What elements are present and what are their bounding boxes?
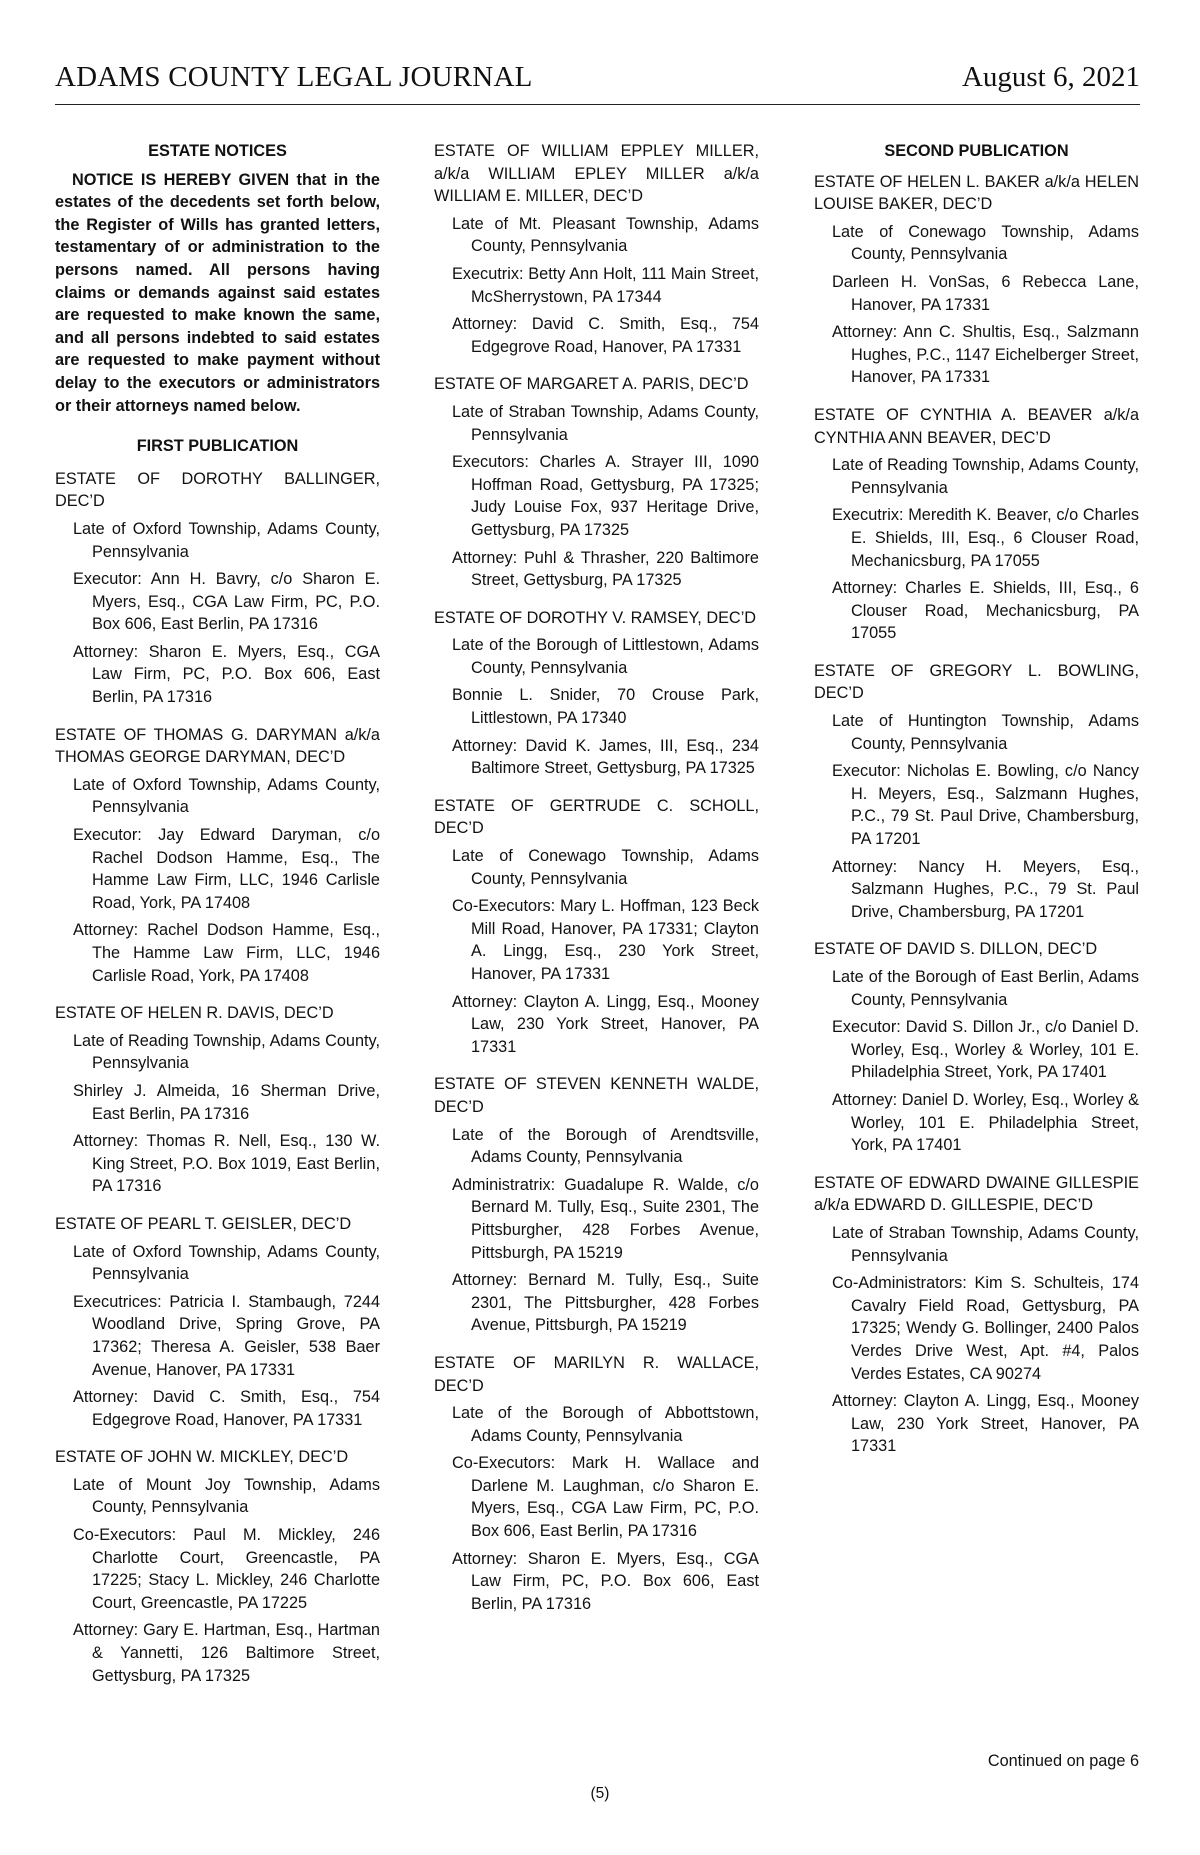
estate-title: ESTATE OF DOROTHY V. RAMSEY, DEC’D	[434, 608, 757, 627]
estate-detail: Attorney: Ann C. Shultis, Esq., Salzmann Hughes, P.C., 1147 Eichelberger Street, Hanover, PA 17331	[832, 323, 1139, 387]
estate-detail: Attorney: Charles E. Shields, III, Esq., 6 Clouser Road, Mechanicsburg, PA 17055	[832, 579, 1139, 643]
estate-title: ESTATE OF GREGORY L. BOWLING, DEC’D	[814, 661, 1139, 703]
estate-title: ESTATE OF HELEN R. DAVIS, DEC’D	[55, 1004, 334, 1023]
estate-notice	[814, 660, 1139, 924]
estate-detail: Late of Reading Township, Adams County, Pennsylvania	[73, 1031, 380, 1073]
estate-detail: Executor: Ann H. Bavry, c/o Sharon E. Myers, Esq., CGA Law Firm, PC, P.O. Box 606, East Berlin, PA 17316	[73, 570, 380, 634]
estate-notice	[434, 795, 759, 1059]
estate-detail: Late of Straban Township, Adams County, Pennsylvania	[452, 402, 759, 444]
estate-notice	[55, 1446, 380, 1687]
estate-detail: Bonnie L. Snider, 70 Crouse Park, Littlestown, PA 17340	[452, 686, 759, 728]
estate-title: ESTATE OF DOROTHY BALLINGER, DEC’D	[55, 469, 380, 511]
estate-notice	[814, 404, 1139, 645]
estate-detail: Co-Executors: Paul M. Mickley, 246 Charlotte Court, Greencastle, PA 17225; Stacy L. Mickley, 246 Charlotte Court, Greencastle, PA 17225	[73, 1526, 380, 1612]
estate-detail: Darleen H. VonSas, 6 Rebecca Lane, Hanover, PA 17331	[832, 272, 1139, 314]
estate-notice	[814, 938, 1139, 1156]
estate-detail: Co-Executors: Mark H. Wallace and Darlene M. Laughman, c/o Sharon E. Myers, Esq., CGA Law Firm, PC, P.O. Box 606, East Berlin, PA 17316	[452, 1454, 759, 1541]
estate-detail: Attorney: Nancy H. Meyers, Esq., Salzmann Hughes, P.C., 79 St. Paul Drive, Chambersburg, PA 17201	[832, 857, 1139, 921]
estate-title: ESTATE OF EDWARD DWAINE GILLESPIE a/k/a EDWARD D. GILLESPIE, DEC’D	[814, 1173, 1139, 1215]
estate-detail: Attorney: David C. Smith, Esq., 754 Edgegrove Road, Hanover, PA 17331	[452, 315, 759, 356]
issue-date: August 6, 2021	[961, 61, 1140, 93]
estate-detail: Executrices: Patricia I. Stambaugh, 7244 Woodland Drive, Spring Grove, PA 17362; Theresa A. Geisler, 538 Baer Avenue, Hanover, PA 17331	[73, 1292, 380, 1379]
estate-notice	[55, 1213, 380, 1431]
estate-notice	[434, 373, 759, 591]
estate-detail: Attorney: David K. James, III, Esq., 234 Baltimore Street, Gettysburg, PA 17325	[452, 736, 759, 778]
estate-detail: Attorney: Sharon E. Myers, Esq., CGA Law Firm, PC, P.O. Box 606, East Berlin, PA 17316	[73, 642, 380, 707]
estate-detail: Late of Straban Township, Adams County, Pennsylvania	[832, 1223, 1139, 1265]
estate-detail: Executrix: Betty Ann Holt, 111 Main Street, McSherrystown, PA 17344	[452, 264, 759, 306]
estate-detail: Late of Oxford Township, Adams County, Pennsylvania	[73, 1242, 380, 1284]
estate-detail: Late of Mount Joy Township, Adams County, Pennsylvania	[73, 1475, 380, 1517]
journal-title: ADAMS COUNTY LEGAL JOURNAL	[55, 61, 533, 93]
estate-title: ESTATE OF PEARL T. GEISLER, DEC’D	[55, 1214, 352, 1233]
continued-note: Continued on page 6	[987, 1752, 1139, 1770]
estate-detail: Attorney: Sharon E. Myers, Esq., CGA Law Firm, PC, P.O. Box 606, East Berlin, PA 17316	[452, 1549, 759, 1613]
column-1	[55, 140, 380, 1702]
estate-notice	[434, 140, 759, 358]
estate-detail: Late of Conewago Township, Adams County, Pennsylvania	[832, 222, 1139, 264]
estate-notice	[434, 1073, 759, 1337]
estate-detail: Co-Executors: Mary L. Hoffman, 123 Beck Mill Road, Hanover, PA 17331; Clayton A. Lingg, Esq., 230 York Street, Hanover, PA 17331	[452, 897, 759, 983]
estate-title: ESTATE OF DAVID S. DILLON, DEC’D	[814, 940, 1098, 959]
estate-notice	[434, 1352, 759, 1616]
estate-title: ESTATE OF CYNTHIA A. BEAVER a/k/a CYNTHIA ANN BEAVER, DEC’D	[814, 405, 1139, 447]
estate-detail: Late of the Borough of Littlestown, Adams County, Pennsylvania	[452, 636, 759, 677]
section-heading-estate-notices: ESTATE NOTICES	[148, 142, 287, 160]
estate-detail: Attorney: David C. Smith, Esq., 754 Edgegrove Road, Hanover, PA 17331	[73, 1388, 380, 1429]
estate-detail: Attorney: Clayton A. Lingg, Esq., Mooney Law, 230 York Street, Hanover, PA 17331	[452, 992, 759, 1056]
estate-detail: Executrix: Meredith K. Beaver, c/o Charles E. Shields, III, Esq., 6 Clouser Road, Mechanicsburg, PA 17055	[832, 506, 1139, 570]
estate-detail: Late of Oxford Township, Adams County, Pennsylvania	[73, 519, 380, 561]
estate-title: ESTATE OF GERTRUDE C. SCHOLL, DEC’D	[434, 796, 759, 838]
estate-title: ESTATE OF STEVEN KENNETH WALDE, DEC’D	[434, 1075, 759, 1116]
estate-list	[814, 171, 1139, 1458]
section-heading-first-publication: FIRST PUBLICATION	[136, 437, 299, 456]
estate-detail: Late of the Borough of Abbottstown, Adams County, Pennsylvania	[452, 1404, 759, 1445]
estate-notice	[55, 1002, 380, 1198]
estate-detail: Executor: David S. Dillon Jr., c/o Daniel D. Worley, Esq., Worley & Worley, 101 E. Philadelphia Street, York, PA 17401	[832, 1018, 1139, 1082]
notice-intro: NOTICE IS HEREBY GIVEN that in the estates of the decedents set forth below, the Register of Wills has granted letters, testamentary of or administration to the persons named. All persons having claims or demands against said estates are requested to make known the same, and all persons indebted to said estates are requested to make payment without delay to the executors or administrators or their attorneys named below.	[55, 170, 380, 415]
estate-detail: Attorney: Daniel D. Worley, Esq., Worley & Worley, 101 E. Philadelphia Street, York, PA 17401	[832, 1090, 1139, 1155]
estate-detail: Attorney: Thomas R. Nell, Esq., 130 W. King Street, P.O. Box 1019, East Berlin, PA 17316	[73, 1132, 380, 1196]
estate-detail: Late of Oxford Township, Adams County, Pennsylvania	[73, 775, 380, 817]
estate-title: ESTATE OF MARGARET A. PARIS, DEC’D	[434, 375, 749, 394]
estate-detail: Attorney: Puhl & Thrasher, 220 Baltimore Street, Gettysburg, PA 17325	[452, 548, 759, 590]
estate-detail: Executor: Nicholas E. Bowling, c/o Nancy H. Meyers, Esq., Salzmann Hughes, P.C., 79 St. Paul Drive, Chambersburg, PA 17201	[832, 762, 1139, 849]
estate-notice	[434, 607, 759, 780]
estate-detail: Co-Administrators: Kim S. Schulteis, 174 Cavalry Field Road, Gettysburg, PA 17325; Wendy G. Bollinger, 2400 Palos Verdes Drive West, Apt. #4, Palos Verdes Estates, CA 90274	[832, 1274, 1139, 1383]
estate-list	[55, 468, 380, 1688]
estate-detail: Attorney: Gary E. Hartman, Esq., Hartman & Yannetti, 126 Baltimore Street, Gettysburg, PA 17325	[73, 1621, 380, 1685]
estate-title: ESTATE OF THOMAS G. DARYMAN a/k/a THOMAS GEORGE DARYMAN, DEC’D	[55, 725, 380, 767]
estate-detail: Executor: Jay Edward Daryman, c/o Rachel Dodson Hamme, Esq., The Hamme Law Firm, LLC, 1946 Carlisle Road, York, PA 17408	[73, 826, 380, 912]
estate-title: ESTATE OF JOHN W. MICKLEY, DEC’D	[55, 1448, 349, 1467]
column-2	[434, 140, 759, 1630]
estate-notice	[55, 724, 380, 988]
estate-notice	[55, 468, 380, 709]
column-3	[814, 140, 1139, 1473]
estate-title: ESTATE OF HELEN L. BAKER a/k/a HELEN LOUISE BAKER, DEC’D	[814, 172, 1139, 214]
page-number: (5)	[590, 1785, 610, 1802]
estate-title: ESTATE OF MARILYN R. WALLACE, DEC’D	[434, 1353, 759, 1395]
estate-list	[434, 140, 759, 1615]
estate-detail: Late of the Borough of East Berlin, Adams County, Pennsylvania	[832, 968, 1139, 1009]
estate-detail: Late of Huntington Township, Adams County, Pennsylvania	[832, 712, 1139, 753]
estate-detail: Late of Conewago Township, Adams County, Pennsylvania	[452, 847, 759, 888]
estate-detail: Attorney: Clayton A. Lingg, Esq., Mooney Law, 230 York Street, Hanover, PA 17331	[832, 1392, 1139, 1456]
estate-detail: Late of the Borough of Arendtsville, Adams County, Pennsylvania	[452, 1125, 759, 1167]
estate-detail: Attorney: Bernard M. Tully, Esq., Suite 2301, The Pittsburgher, 428 Forbes Avenue, Pittsburgh, PA 15219	[452, 1271, 759, 1335]
estate-detail: Attorney: Rachel Dodson Hamme, Esq., The Hamme Law Firm, LLC, 1946 Carlisle Road, York, PA 17408	[73, 921, 380, 985]
estate-detail: Late of Reading Township, Adams County, Pennsylvania	[832, 456, 1139, 497]
estate-detail: Administratrix: Guadalupe R. Walde, c/o Bernard M. Tully, Esq., Suite 2301, The Pittsburgher, 428 Forbes Avenue, Pittsburgh, PA 15219	[452, 1175, 759, 1262]
estate-notice	[814, 171, 1139, 389]
section-heading-second-publication: SECOND PUBLICATION	[884, 142, 1069, 160]
estate-detail: Executors: Charles A. Strayer III, 1090 Hoffman Road, Gettysburg, PA 17325; Judy Louise Fox, 937 Heritage Drive, Gettysburg, PA 17325	[452, 453, 759, 539]
estate-detail: Late of Mt. Pleasant Township, Adams County, Pennsylvania	[452, 214, 759, 256]
journal-header	[55, 62, 1140, 105]
estate-detail: Shirley J. Almeida, 16 Sherman Drive, East Berlin, PA 17316	[73, 1081, 380, 1123]
estate-title: ESTATE OF WILLIAM EPPLEY MILLER, a/k/a WILLIAM EPLEY MILLER a/k/a WILLIAM E. MILLER, DEC’D	[434, 142, 759, 206]
estate-notice	[814, 1172, 1139, 1458]
